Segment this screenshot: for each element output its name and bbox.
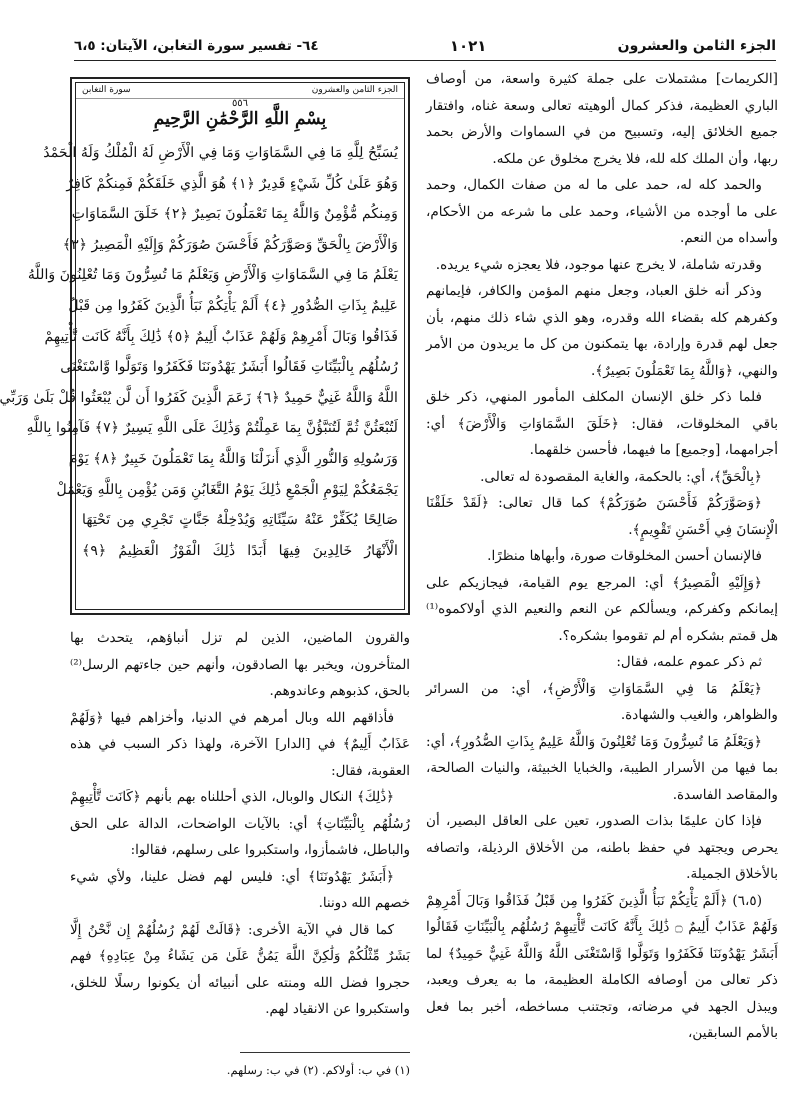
mushaf-line: يَجْمَعُكُمْ لِيَوْمِ الْجَمْعِ ذَٰلِكَ يَوْمُ التَّغَابُنِ وَمَن يُؤْمِن بِاللَّهِ وَيَعْمَلْ — [56, 481, 398, 498]
mushaf-line: لَتُبْعَثُنَّ ثُمَّ لَتُنَبَّؤُنَّ بِمَا عَمِلْتُمْ وَذَٰلِكَ عَلَى اللَّهِ يَسِيرٌ ﴿٧﴾ فَآمِنُوا بِاللَّهِ — [26, 420, 398, 437]
paragraph: ﴿أَبَشَرٌ يَهْدُونَنَا﴾ أي: فليس لهم فضل علينا، ولأي شيء خصهم الله دوننا. — [70, 869, 410, 911]
paragraph: ﴿وَصَوَّرَكُمْ فَأَحْسَنَ صُوَرَكُمْ﴾ كما قال تعالى: ﴿لَقَدْ خَلَقْنَا الْإِنسَانَ فِي أَحْسَنِ تَقْوِيمٍ﴾. — [426, 495, 778, 538]
paragraph: ﴿ذَٰلِكَ﴾ النكال والوبال، الذي أحللناه بهم بأنهم ﴿كَانَت تَّأْتِيهِمْ رُسُلُهُم بِالْبَيِّنَاتِ﴾ أي: بالآيات الواضحات، الدالة على الحق والباطل، فاشمأزوا، واستكبروا على رسلهم، فقالوا: — [70, 790, 410, 858]
footnote-rule — [240, 1052, 410, 1053]
header-rule — [74, 60, 776, 61]
header-part: الجزء الثامن والعشرون — [617, 38, 776, 54]
mushaf-page-frame — [0, 77, 410, 615]
mushaf-lines — [0, 138, 398, 566]
paragraph: والقرون الماضين، الذين لم تزل أنباؤهم، يتحدث بها المتأخرون، ويخبر بها الصادقون، وأنهم حين جاءتهم الرسل⁽²⁾ بالحق، كذبوهم وعاندوهم. — [70, 631, 410, 699]
paragraph: فأذاقهم الله وبال أمرهم في الدنيا، وأخزاهم فيها ﴿وَلَهُمْ عَذَابٌ أَلِيمٌ﴾ في [الدار] الآخرة، ولهذا ذكر السبب في هذه العقوبة، فقال: — [70, 710, 410, 779]
mushaf-line: رُسُلُهُم بِالْبَيِّنَاتِ فَقَالُوا أَبَشَرٌ يَهْدُونَنَا فَكَفَرُوا وَتَوَلَّوا وَّاسْتَغْنَى — [60, 359, 398, 376]
mushaf-header — [76, 83, 404, 99]
paragraph: ﴿بِالْحَقِّ﴾، أي: بالحكمة، والغاية المقصودة له تعالى. — [480, 468, 762, 485]
page-header — [74, 34, 776, 58]
header-surah: ٦٤- تفسير سورة التغابن، الآيتان: ٦،٥ — [74, 38, 319, 54]
mushaf-page-number: ٥٥٦ — [231, 98, 249, 109]
mushaf-page — [0, 82, 405, 610]
mushaf-line: صَالِحًا يُكَفِّرْ عَنْهُ سَيِّئَاتِهِ وَيُدْخِلْهُ جَنَّاتٍ تَجْرِي مِن تَحْتِهَا — [82, 512, 398, 529]
mushaf-line: يُسَبِّحُ لِلَّهِ مَا فِي السَّمَاوَاتِ وَمَا فِي الْأَرْضِ لَهُ الْمُلْكُ وَلَهُ الْحَمْدُ — [43, 145, 398, 161]
header-page-number: ١٠٢١ — [449, 37, 487, 55]
mushaf-line: وَمِنكُم مُّؤْمِنٌ وَاللَّهُ بِمَا تَعْمَلُونَ بَصِيرٌ ﴿٢﴾ خَلَقَ السَّمَاوَاتِ — [71, 206, 398, 223]
paragraph: فالإنسان أحسن المخلوقات صورة، وأبهاها منظرًا. — [487, 548, 762, 564]
mushaf-line: وَهُوَ عَلَىٰ كُلِّ شَيْءٍ قَدِيرٌ ﴿١﴾ هُوَ الَّذِي خَلَقَكُمْ فَمِنكُمْ كَافِرٌ — [66, 175, 398, 192]
mushaf-line: وَرَسُولِهِ وَالنُّورِ الَّذِي أَنزَلْنَا وَاللَّهُ بِمَا تَعْمَلُونَ خَبِيرٌ ﴿٨﴾ يَوْمَ — [68, 450, 398, 467]
mushaf-surah-label: سورة التغابن — [82, 85, 131, 95]
basmala: بِسْمِ اللَّهِ الرَّحْمَٰنِ الرَّحِيمِ — [153, 109, 327, 129]
mushaf-line: فَذَاقُوا وَبَالَ أَمْرِهِمْ وَلَهُمْ عَذَابٌ أَلِيمٌ ﴿٥﴾ ذَٰلِكَ بِأَنَّهُ كَانَت تَّأْتِيهِمْ — [44, 328, 398, 345]
paragraph: كما قال في الآية الأخرى: ﴿قَالَتْ لَهُمْ رُسُلُهُمْ إِن نَّحْنُ إِلَّا بَشَرٌ مِّثْلُكُمْ وَلَٰكِنَّ اللَّهَ يَمُنُّ عَلَىٰ مَن يَشَاءُ مِنْ عِبَادِهِ﴾ فهم حجروا فضل الله ومنته على أنبيائه أن يكونوا رسلًا للخلق، واستكبروا عن الانقياد لهم. — [70, 922, 410, 1017]
paragraph: وقدرته شاملة، لا يخرج عنها موجود، فلا يعجزه شيء يريده. — [435, 256, 762, 273]
left-column — [70, 626, 410, 1024]
mushaf-juz-label: الجزء الثامن والعشرون — [311, 85, 398, 95]
paragraph: ﴿وَيَعْلَمُ مَا تُسِرُّونَ وَمَا تُعْلِنُونَ وَاللَّهُ عَلِيمٌ بِذَاتِ الصُّدُورِ﴾، أي: بما فيها من الأسرار الطيبة، والخبايا الخبيثة، والنيات الصالحة، والمقاصد الفاسدة. — [426, 733, 778, 803]
mushaf-line: عَلِيمٌ بِذَاتِ الصُّدُورِ ﴿٤﴾ أَلَمْ يَأْتِكُمْ نَبَأُ الَّذِينَ كَفَرُوا مِن قَبْلُ — [68, 297, 398, 314]
mushaf-line: وَالْأَرْضَ بِالْحَقِّ وَصَوَّرَكُمْ فَأَحْسَنَ صُوَرَكُمْ وَإِلَيْهِ الْمَصِيرُ ﴿٣﴾ — [62, 236, 398, 253]
right-column — [426, 66, 778, 1047]
paragraph: والحمد كله له، حمد على ما له من صفات الكمال، وحمد على ما أوجده من الأشياء، وحمد على ما شرعه من الأحكام، وأسداه من النعم. — [426, 177, 778, 246]
mushaf-line: الْأَنْهَارُ خَالِدِينَ فِيهَا أَبَدًا ذَٰلِكَ الْفَوْزُ الْعَظِيمُ ﴿٩﴾ — [82, 542, 398, 559]
paragraph: ﴿وَإِلَيْهِ الْمَصِيرُ﴾ أي: المرجع يوم القيامة، فيجازيكم على إيمانكم وكفركم، ويسألكم عن النعم والنعيم الذي أولاكموه⁽¹⁾ هل قمتم بشكره أم لم تقوموا بشكره؟. — [426, 574, 778, 644]
paragraph: [الكريمات] مشتملات على جملة كثيرة واسعة، من أوصاف الباري العظيمة، فذكر كمال ألوهيته تعالى وسعة غناه، وافتقار جميع الخلائق إليه، وتسبيح من في السماوات والأرض بحمد ربها، وأن الملك كله لله، فلا يخرج مخلوق عن ملكه. — [426, 71, 778, 167]
paragraph: ﴿يَعْلَمُ مَا فِي السَّمَاوَاتِ وَالْأَرْضِ﴾، أي: من السرائر والظواهر، والغيب والشهادة. — [426, 680, 778, 723]
paragraph: فلما ذكر خلق الإنسان المكلف المأمور المنهي، ذكر خلق باقي المخلوقات، فقال: ﴿خَلَقَ السَّمَاوَاتِ وَالْأَرْضَ﴾ أي: أجرامهما، [وجميع] ما فيهما، فأحسن خلقهما. — [426, 389, 778, 458]
footnotes: (١) في ب: أولاكم. (٢) في ب: رسلهم. — [226, 1063, 410, 1077]
paragraph: وذكر أنه خلق العباد، وجعل منهم المؤمن والكافر، فإيمانهم وكفرهم كله بقضاء الله وقدره، وهو الذي شاء ذلك منهم، بأن جعل لهم قدرة وإرادة، بها يتمكنون من كل ما يريدون من الأمر والنهي، ﴿وَاللَّهُ بِمَا تَعْمَلُونَ بَصِيرٌ﴾. — [426, 283, 778, 379]
paragraph: فإذا كان عليمًا بذات الصدور، تعين على العاقل البصير، أن يحرص ويجتهد في حفظ باطنه، من الأخلاق الرذيلة، واتصافه بالأخلاق الجميلة. — [426, 813, 778, 882]
paragraph: (٦،٥) ﴿أَلَمْ يَأْتِكُمْ نَبَأُ الَّذِينَ كَفَرُوا مِن قَبْلُ فَذَاقُوا وَبَالَ أَمْرِهِمْ وَلَهُمْ عَذَابٌ أَلِيمٌ ۝ ذَٰلِكَ بِأَنَّهُ كَانَت تَّأْتِيهِمْ رُسُلُهُم بِالْبَيِّنَاتِ فَقَالُوا أَبَشَرٌ يَهْدُونَنَا فَكَفَرُوا وَتَوَلَّوا وَّاسْتَغْنَى اللَّهُ وَاللَّهُ غَنِيٌّ حَمِيدٌ﴾ لما ذكر تعالى من أوصافه الكاملة العظيمة، ما به يعرف ويعبد، ويبذل الجهد في مرضاته، وتجتنب مساخطه، أخبر بما فعل بالأمم السابقين، — [426, 892, 778, 1041]
mushaf-line: يَعْلَمُ مَا فِي السَّمَاوَاتِ وَالْأَرْضِ وَيَعْلَمُ مَا تُسِرُّونَ وَمَا تُعْلِنُونَ وَاللَّهُ — [27, 267, 398, 284]
mushaf-line: اللَّهُ وَاللَّهُ غَنِيٌّ حَمِيدٌ ﴿٦﴾ زَعَمَ الَّذِينَ كَفَرُوا أَن لَّن يُبْعَثُوا قُلْ بَلَىٰ وَرَبِّي — [0, 389, 398, 406]
paragraph: ثم ذكر عموم علمه، فقال: — [616, 654, 762, 670]
